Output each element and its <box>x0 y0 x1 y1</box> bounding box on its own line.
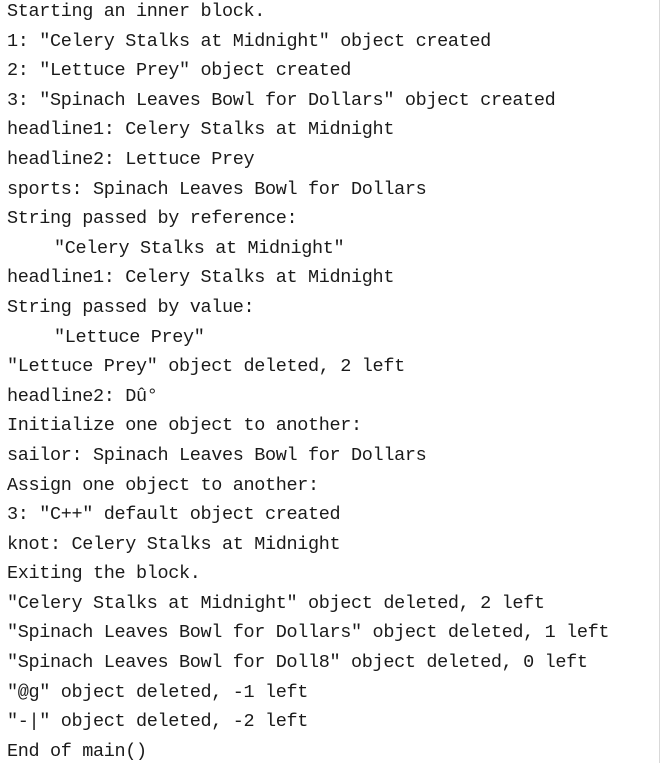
console-line: Assign one object to another: <box>7 474 319 496</box>
console-line: headline2: Lettuce Prey <box>7 148 255 170</box>
console-line: "-|" object deleted, -2 left <box>7 711 309 733</box>
console-line: Exiting the block. <box>7 563 201 585</box>
console-line: headline2: Dû° <box>7 385 158 407</box>
console-line: "Celery Stalks at Midnight" <box>54 237 345 259</box>
console-line: "Lettuce Prey" object deleted, 2 left <box>7 356 405 378</box>
console-line: Initialize one object to another: <box>7 415 362 437</box>
console-line: knot: Celery Stalks at Midnight <box>7 533 341 555</box>
console-line: "Celery Stalks at Midnight" object deleted, 2 left <box>7 592 545 614</box>
console-line: 2: "Lettuce Prey" object created <box>7 60 352 82</box>
console-line: "Spinach Leaves Bowl for Doll8" object deleted, 0 left <box>7 652 588 674</box>
console-line: headline1: Celery Stalks at Midnight <box>7 119 395 141</box>
console-line: sailor: Spinach Leaves Bowl for Dollars <box>7 444 427 466</box>
console-line: 3: "Spinach Leaves Bowl for Dollars" object created <box>7 89 556 111</box>
console-line: Starting an inner block. <box>7 1 266 22</box>
console-line: sports: Spinach Leaves Bowl for Dollars <box>7 178 427 200</box>
console-line: "Spinach Leaves Bowl for Dollars" object deleted, 1 left <box>7 622 610 644</box>
console-line: String passed by value: <box>7 296 255 318</box>
console-line: 1: "Celery Stalks at Midnight" object created <box>7 30 491 52</box>
console-line: "Lettuce Prey" <box>54 326 205 348</box>
console-line: 3: "C++" default object created <box>7 504 341 526</box>
console-line: "@g" object deleted, -1 left <box>7 681 309 703</box>
console-line: headline1: Celery Stalks at Midnight <box>7 267 395 289</box>
console-line: String passed by reference: <box>7 208 298 230</box>
console-line: End of main() <box>7 740 147 762</box>
